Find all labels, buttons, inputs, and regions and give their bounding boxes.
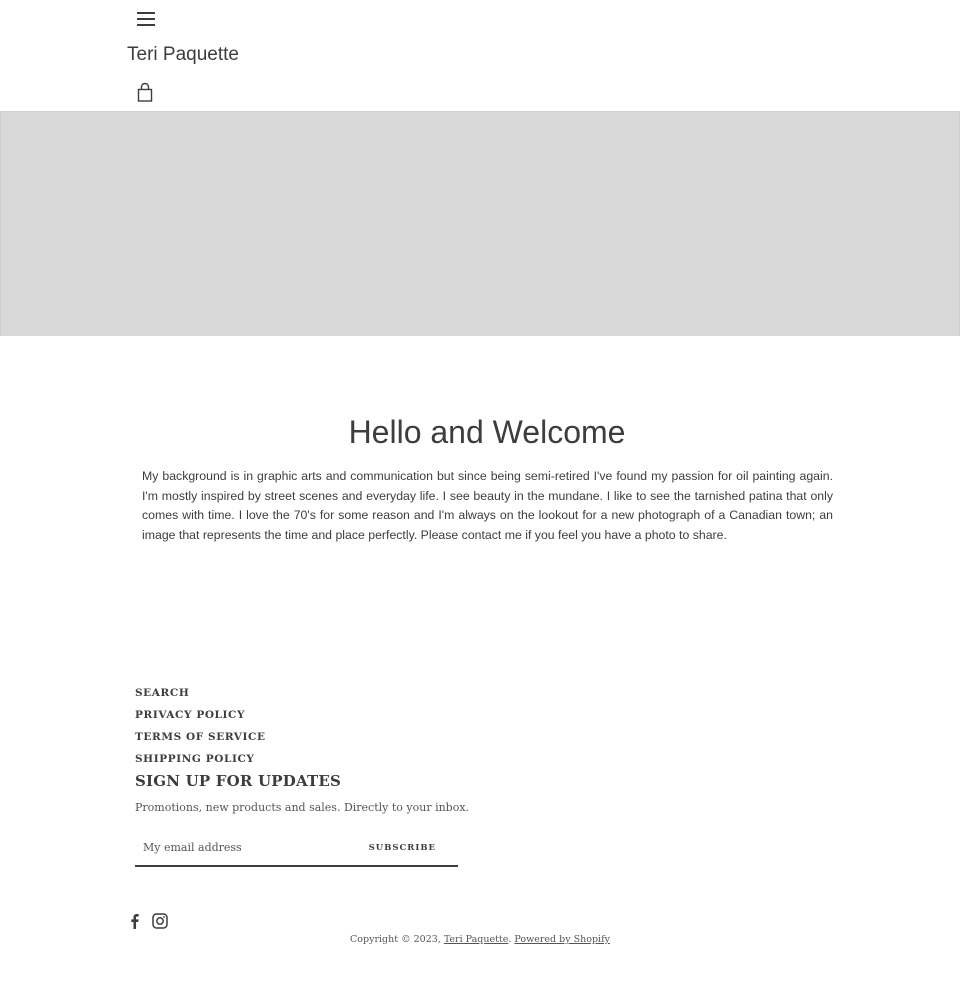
signup-description: Promotions, new products and sales. Directly to your inbox. — [135, 801, 470, 814]
instagram-icon — [152, 913, 168, 929]
footer-nav — [135, 683, 266, 771]
footer-nav-item — [135, 683, 266, 705]
footer-nav-item — [135, 705, 266, 727]
copyright-separator: . — [508, 934, 515, 945]
footer-nav-item — [135, 727, 266, 749]
hamburger-menu-icon — [137, 12, 155, 14]
page-title: Hello and Welcome — [348, 414, 626, 450]
cart-button[interactable] — [137, 82, 153, 102]
welcome-paragraph: My background is in graphic arts and communication but since being semi-retired I've found my passion for oil painting again. I'm mostly inspired by street scenes and everyday life. I see beauty in the mundane. I like to see the tarnished patina that only comes with time. I love the 70's for some reason and I'm always on the lookout for a new photograph of a Canadian town; an image that represents the time and place perfectly. Please contact me if you feel you have a photo to share. — [142, 469, 833, 542]
facebook-icon — [130, 913, 139, 929]
footer-nav-item — [135, 749, 266, 771]
store-link[interactable]: Teri Paquette — [443, 934, 509, 945]
social-links — [130, 913, 168, 934]
footer-link-shipping-policy[interactable]: SHIPPING POLICY — [135, 753, 255, 765]
hamburger-menu-icon-line — [137, 24, 155, 26]
hero-banner-placeholder — [0, 111, 960, 336]
signup-heading: SIGN UP FOR UPDATES — [135, 772, 341, 790]
email-input[interactable] — [135, 830, 365, 865]
powered-by-shopify-link[interactable]: Powered by Shopify — [514, 934, 610, 945]
newsletter-form — [135, 830, 458, 867]
shopping-bag-icon — [137, 82, 153, 102]
menu-button[interactable] — [136, 10, 156, 28]
copyright-prefix: Copyright © 2023, — [350, 934, 444, 945]
site-title-link[interactable]: Teri Paquette — [127, 44, 239, 65]
subscribe-button[interactable]: SUBSCRIBE — [368, 843, 436, 853]
footer-link-search[interactable]: SEARCH — [135, 687, 190, 699]
footer-link-terms-of-service[interactable]: TERMS OF SERVICE — [135, 731, 266, 743]
footer-link-privacy-policy[interactable]: PRIVACY POLICY — [135, 709, 246, 721]
facebook-link[interactable] — [130, 913, 139, 934]
hamburger-menu-icon-line — [137, 18, 155, 20]
site-header — [0, 0, 960, 111]
copyright — [0, 934, 960, 945]
instagram-link[interactable] — [152, 913, 168, 934]
